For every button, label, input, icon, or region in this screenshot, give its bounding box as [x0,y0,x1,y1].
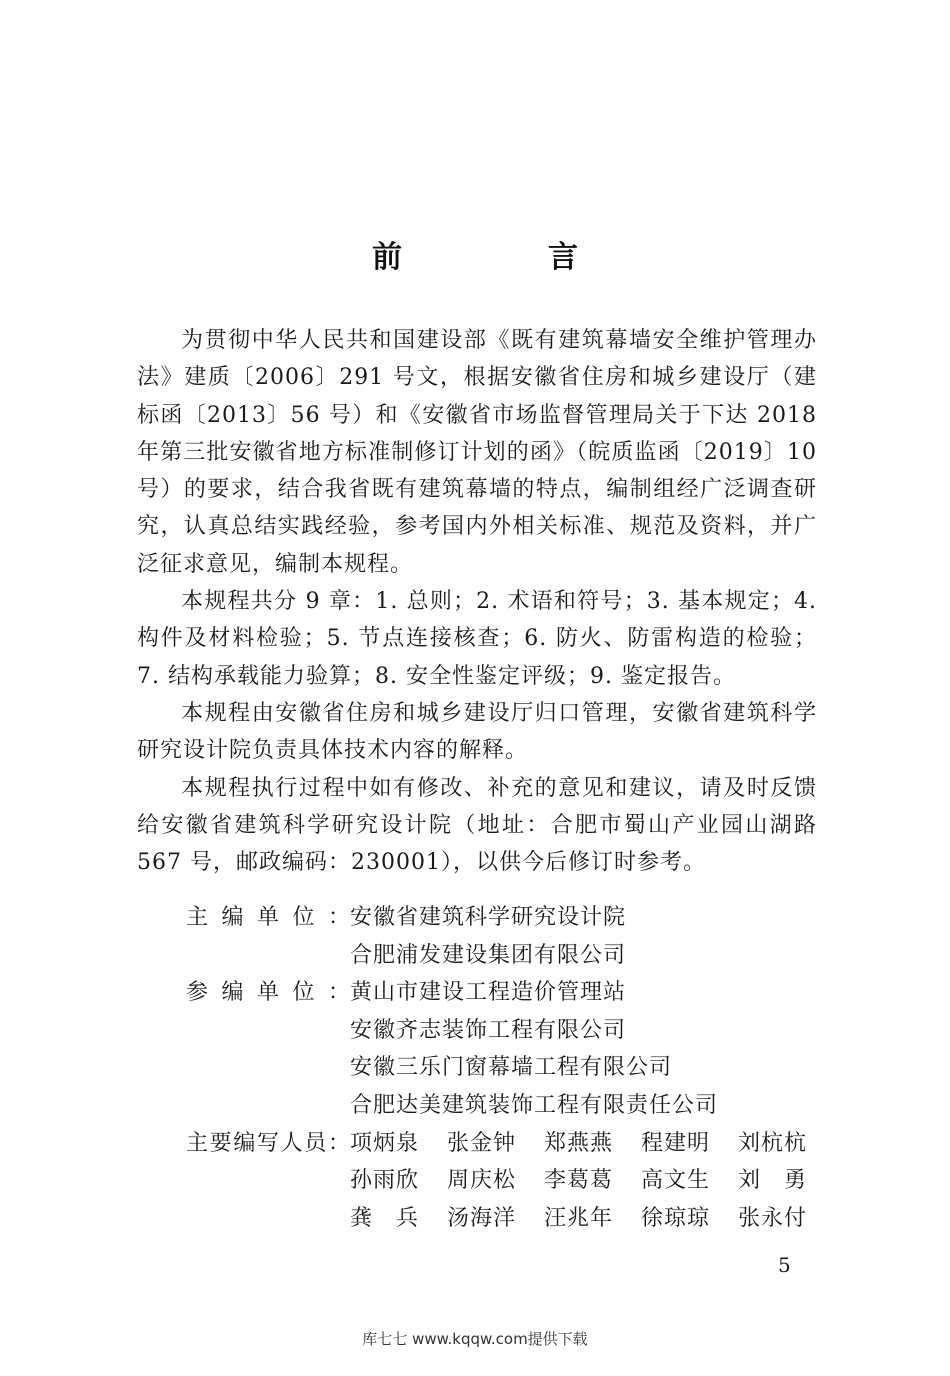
author-name: 郑燕燕 [544,1130,614,1156]
unit-name: 安徽三乐门窗幕墙工程有限公司 [350,1055,673,1081]
author-name: 项炳泉 [350,1130,420,1156]
preface-body [137,322,817,881]
author-name: 汪兆年 [544,1205,614,1231]
unit-name: 黄山市建设工程造价管理站 [350,980,627,1006]
chief-units-row [186,899,826,937]
participating-units-row [186,1012,826,1050]
author-name: 高文生 [641,1168,711,1194]
participating-units-row [186,1087,826,1125]
unit-name: 合肥浦发建设集团有限公司 [350,942,627,968]
author-name: 孙雨欣 [350,1168,420,1194]
unit-name: 合肥达美建筑装饰工程有限责任公司 [350,1092,719,1118]
chief-units-label: 主编单位： [186,905,350,930]
paragraph: 本规程执行过程中如有修改、补充的意见和建议，请及时反馈给安徽省建筑科学研究设计院（地址：合肥市蜀山产业园山湖路 567 号，邮政编码：230001），以供今后修订时参考。 [137,775,817,876]
author-name: 刘 勇 [738,1168,808,1194]
participating-units-label: 参编单位： [186,980,350,1006]
authors-row [186,1162,826,1200]
download-watermark: 库七七 www.kqqw.com提供下载 [362,1330,588,1348]
paragraph: 本规程由安徽省住房和城乡建设厅归口管理，安徽省建筑科学研究设计院负责具体技术内容的解释。 [137,700,817,764]
unit-name: 安徽齐志装饰工程有限公司 [350,1017,627,1043]
authors-row [186,1200,826,1238]
author-name: 张永付 [738,1205,808,1231]
main-authors-label: 主要编写人员： [186,1130,350,1156]
page-number: 5 [778,1253,791,1277]
author-name: 周庆松 [447,1168,517,1194]
author-name: 李葛葛 [544,1168,614,1194]
author-name: 徐琼琼 [641,1205,711,1231]
author-name: 刘杭杭 [738,1130,808,1156]
author-name: 龚 兵 [350,1205,420,1231]
authors-row [186,1125,826,1163]
unit-name: 安徽省建筑科学研究设计院 [350,905,627,930]
participating-units-row [186,1049,826,1087]
paragraph: 本规程共分 9 章：1. 总则；2. 术语和符号；3. 基本规定；4. 构件及材料检验；5. 节点连接核查；6. 防火、防雷构造的检验；7. 结构承载能力验算；8. 安全性鉴定评级；9. 鉴定报告。 [137,589,817,689]
author-name: 汤海洋 [447,1205,517,1231]
page-title: 前 言 [372,240,636,275]
credits-block [186,899,826,1237]
chief-units-row [186,937,826,975]
participating-units-row [186,974,826,1012]
paragraph: 为贯彻中华人民共和国建设部《既有建筑幕墙安全维护管理办法》建质〔2006〕291 号文，根据安徽省住房和城乡建设厅（建标函〔2013〕56 号）和《安徽省市场监督管理局关于下达 2018 年第三批安徽省地方标准制修订计划的函》（皖质监函〔2019〕10 号）的要求，结合我省既有建筑幕墙的特点，编制组经广泛调查研究，认真总结实践经验，参考国内外相关标准、规范及资料，并广泛征求意见，编制本规程。 [137,328,817,577]
author-name: 程建明 [641,1130,711,1156]
author-name: 张金钟 [447,1130,517,1156]
